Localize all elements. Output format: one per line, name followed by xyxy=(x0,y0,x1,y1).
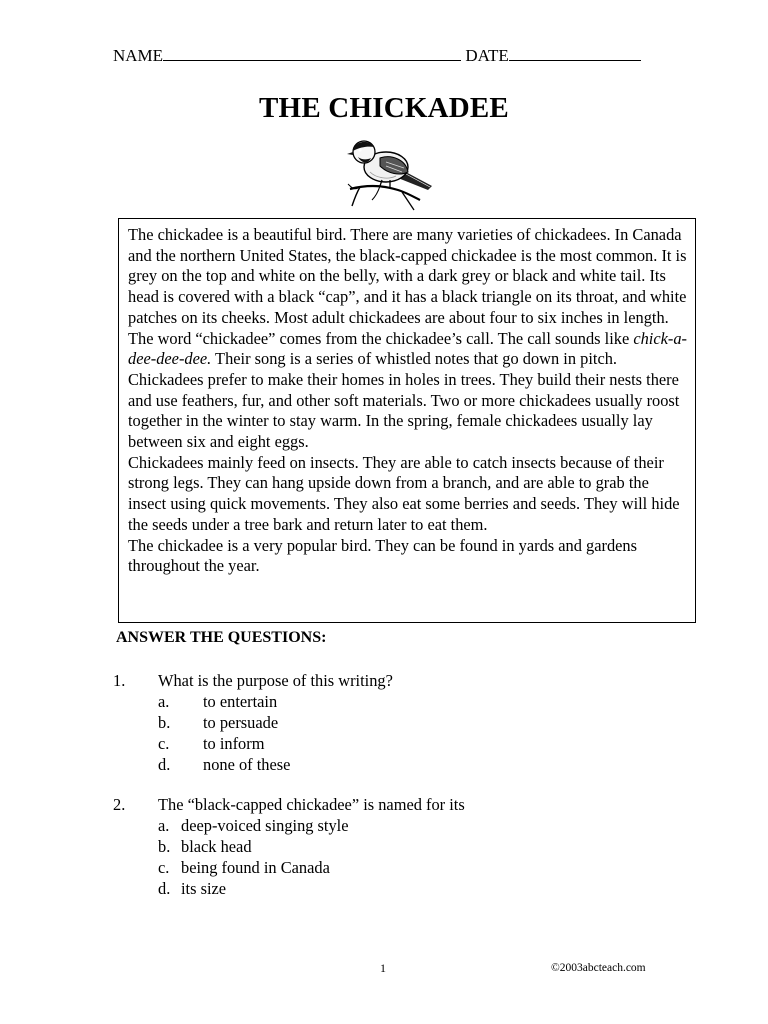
answer-questions-heading: ANSWER THE QUESTIONS: xyxy=(116,629,327,646)
option-letter: c. xyxy=(158,734,170,753)
option-text: to entertain xyxy=(203,692,278,711)
passage-paragraph-5: The chickadee is a very popular bird. They can be found in yards and gardens throughout the year. xyxy=(128,535,637,576)
name-blank-line xyxy=(163,46,461,61)
question-text: What is the purpose of this writing? xyxy=(158,671,393,690)
option-text: being found in Canada xyxy=(181,858,330,877)
option-letter: b. xyxy=(158,713,171,732)
page-number: 1 xyxy=(380,961,386,975)
option-letter: d. xyxy=(158,755,171,774)
date-label: DATE xyxy=(465,46,509,65)
option-letter: d. xyxy=(158,879,171,898)
option-text: none of these xyxy=(203,755,291,774)
name-label: NAME xyxy=(113,46,164,65)
question-number: 2. xyxy=(113,795,126,814)
passage-paragraph-2 xyxy=(128,329,687,370)
question-text: The “black-capped chickadee” is named for its xyxy=(158,795,465,814)
option-text: to inform xyxy=(203,734,265,753)
passage-paragraph-4: Chickadees mainly feed on insects. They are able to catch insects because of their strong legs. They can hang upside down from a branch, and are able to grab the insect using quick movements. They also eat some berries and seeds. They will hide the seeds under a tree bark and return later to eat them. xyxy=(128,452,680,534)
passage-text: The word “chickadee” comes from the chickadee’s call. The call sounds like xyxy=(128,328,634,348)
passage-text: Their song is a series of whistled notes that go down in pitch. xyxy=(211,349,618,369)
question-number: 1. xyxy=(113,671,126,690)
option-text: to persuade xyxy=(203,713,279,732)
option-letter: a. xyxy=(158,816,170,835)
passage-paragraph-1: The chickadee is a beautiful bird. There are many varieties of chickadees. In Canada and the northern United States, the black-capped chickadee is the most common. It is grey on the top and white on the belly, with a dark grey or black and white tail. Its head is covered with a black “cap”, and it has a black triangle on its throat, and white patches on its cheeks. Most adult chickadees are about four to six inches in length. xyxy=(128,225,687,327)
reading-passage xyxy=(118,218,696,623)
chickadee-call-text: chick-a-dee-dee-dee. xyxy=(128,328,688,369)
copyright-notice: ©2003abcteach.com xyxy=(551,962,646,974)
option-letter: b. xyxy=(158,837,171,856)
option-letter: c. xyxy=(158,858,170,877)
passage-paragraph-3: Chickadees prefer to make their homes in holes in trees. They build their nests there and use feathers, fur, and other soft materials. Two or more chickadees usually roost together in the winter to stay warm. In the spring, female chickadees usually lay between six and eight eggs. xyxy=(128,369,680,452)
option-text: black head xyxy=(181,837,252,856)
worksheet-header xyxy=(113,46,641,66)
option-text: deep-voiced singing style xyxy=(181,816,349,835)
chickadee-bird-illustration xyxy=(340,134,440,212)
option-text: its size xyxy=(181,879,227,898)
option-letter: a. xyxy=(158,692,170,711)
page-title: THE CHICKADEE xyxy=(259,92,509,124)
date-blank-line xyxy=(509,46,641,61)
